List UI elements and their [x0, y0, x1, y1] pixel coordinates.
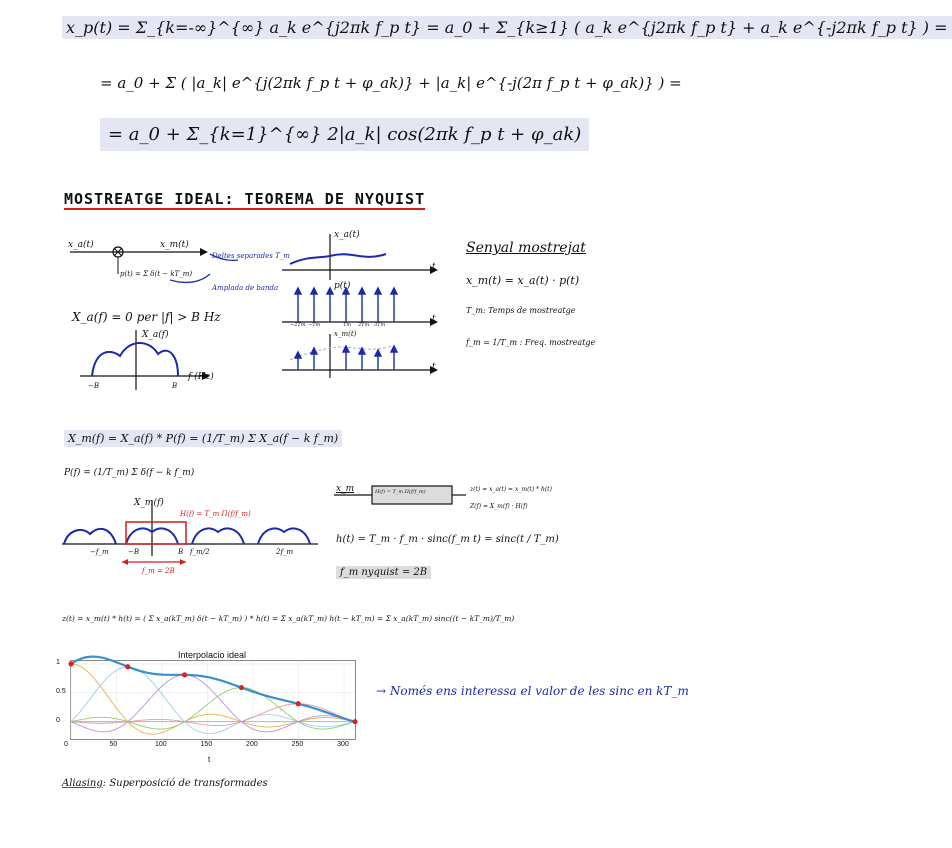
sinc-kernel-0: [71, 664, 355, 734]
tick-2fm: 2f_m: [276, 548, 294, 556]
plot-xa-label: x_a(t): [334, 230, 360, 240]
y-tick-label: 1: [56, 658, 60, 666]
tick-neg-b: −B: [128, 548, 140, 556]
nyquist-rate: f_m nyquist = 2B: [336, 566, 431, 579]
fourier-eq-1: [62, 16, 952, 39]
y-tick-label: 0.5: [56, 687, 66, 695]
aliasing-label: Aliasing: [62, 778, 103, 789]
note-deltas: Deltes separades T_m: [212, 252, 290, 260]
spectrum-eq: X_m(f) = X_a(f) * P(f) = (1/T_m) Σ X_a(f − k f_m): [64, 430, 342, 447]
sample-point-2: [182, 672, 187, 677]
sample-point-0: [68, 661, 73, 666]
x-tick-label: 100: [155, 741, 167, 748]
spectrum-label: X_a(f): [142, 330, 169, 340]
interp-chart: [71, 661, 355, 739]
plot-xa-t: t: [432, 262, 436, 272]
spectrum-tick-b: B: [172, 382, 178, 390]
tick-mtm: −Tm: [308, 322, 321, 328]
section-title: MOSTREATGE IDEAL: TEOREMA DE NYQUIST: [64, 190, 426, 208]
spectrum-tick-neg-b: −B: [88, 382, 100, 390]
signal-plots: [282, 230, 447, 380]
note-bandwidth: Amplada de banda: [212, 284, 279, 292]
interp-note: → Només ens interessa el valor de les sinc en kT_m: [376, 684, 689, 698]
impulse-response: h(t) = T_m · f_m · sinc(f_m t) = sinc(t / T_m): [336, 534, 559, 545]
x-tick-label: 200: [246, 741, 258, 748]
sample-point-4: [296, 701, 301, 706]
diagram-pulse: p(t) = Σ δ(t − kT_m): [120, 270, 193, 278]
filter-out-freq: Z(f) = X_m(f) · H(f): [470, 503, 528, 510]
chart-xlabel: t: [208, 755, 211, 764]
x-tick-label: 250: [291, 741, 304, 748]
tick-tm: Tm: [343, 322, 352, 328]
plot-xm-t: t: [432, 362, 436, 372]
sample-point-3: [239, 685, 244, 690]
sample-point-1: [125, 664, 130, 669]
fourier-eq-1-text: x_p(t) = Σ_{k=-∞}^{∞} a_k e^{j2πk f_p t} = a_0 + Σ_{k≥1} ( a_k e^{j2πk f_p t} + a_k e^{-j2πk f_p t} ) =: [66, 18, 948, 37]
tick-b: B: [178, 548, 184, 556]
filter-out-time: z(t) = x_a(t) = x_m(t) * h(t): [470, 486, 552, 493]
filter-label: H(f) = T_m Π(f/f_m): [180, 510, 251, 518]
sampled-period: T_m: Temps de mostreatge: [466, 306, 576, 315]
reconstructed-signal: [71, 657, 355, 722]
y-tick-label: 0: [56, 716, 60, 724]
tick-2tm: 2Tm: [358, 322, 370, 328]
tick-fm2: f_m/2: [190, 548, 210, 556]
plot-p-label: p(t): [334, 281, 351, 291]
diagram-input: x_a(t): [68, 240, 94, 250]
filter-input: x_m: [336, 484, 355, 494]
diagram-output: x_m(t): [160, 240, 189, 250]
span-label: f_m = 2B: [142, 567, 175, 575]
interp-eq: z(t) = x_m(t) * h(t) = ( Σ x_a(kT_m) δ(t − kT_m) ) * h(t) = Σ x_a(kT_m) h(t − kT_m) = Σ x_a(kT_m) sinc((t − kT_m)/T_m): [62, 614, 515, 623]
tick-3tm: 3Tm: [374, 322, 386, 328]
tick-neg-fm: −f_m: [90, 548, 109, 556]
periodic-label: X_m(f): [134, 498, 164, 508]
x-tick-label: 50: [109, 741, 118, 748]
p-spectrum-eq: P(f) = (1/T_m) Σ δ(f − k f_m): [64, 468, 195, 478]
plot-p-t: t: [432, 314, 436, 324]
aliasing-text: : Superposició de transformades: [102, 778, 268, 789]
tick-m2tm: −2Tm: [290, 322, 306, 328]
aliasing-line: [62, 778, 268, 789]
sampled-heading: Senyal mostrejat: [466, 240, 586, 256]
filter-box: H(f) = T_m Π(f/f_m): [375, 489, 426, 495]
interp-chart-frame: [70, 660, 356, 740]
fourier-eq-2: = a_0 + Σ ( |a_k| e^{j(2πk f_p t + φ_ak)} + |a_k| e^{-j(2π f_p t + φ_ak)} ) =: [100, 74, 682, 92]
chart-title: Interpolacio ideal: [177, 650, 247, 660]
x-tick-label: 150: [200, 741, 213, 748]
x-tick-label: 0: [64, 741, 68, 748]
spectrum-axis: f (Hz): [188, 372, 214, 382]
band-condition: X_a(f) = 0 per |f| > B Hz: [72, 310, 221, 324]
sampled-freq: f_m = 1/T_m : Freq. mostreatge: [466, 338, 596, 347]
plot-xm-label: x_m(t): [334, 330, 357, 338]
x-tick-label: 300: [337, 741, 349, 748]
sample-point-5: [352, 719, 357, 724]
fourier-eq-3: = a_0 + Σ_{k=1}^{∞} 2|a_k| cos(2πk f_p t + φ_ak): [100, 118, 589, 151]
sampled-eq: x_m(t) = x_a(t) · p(t): [466, 274, 580, 287]
